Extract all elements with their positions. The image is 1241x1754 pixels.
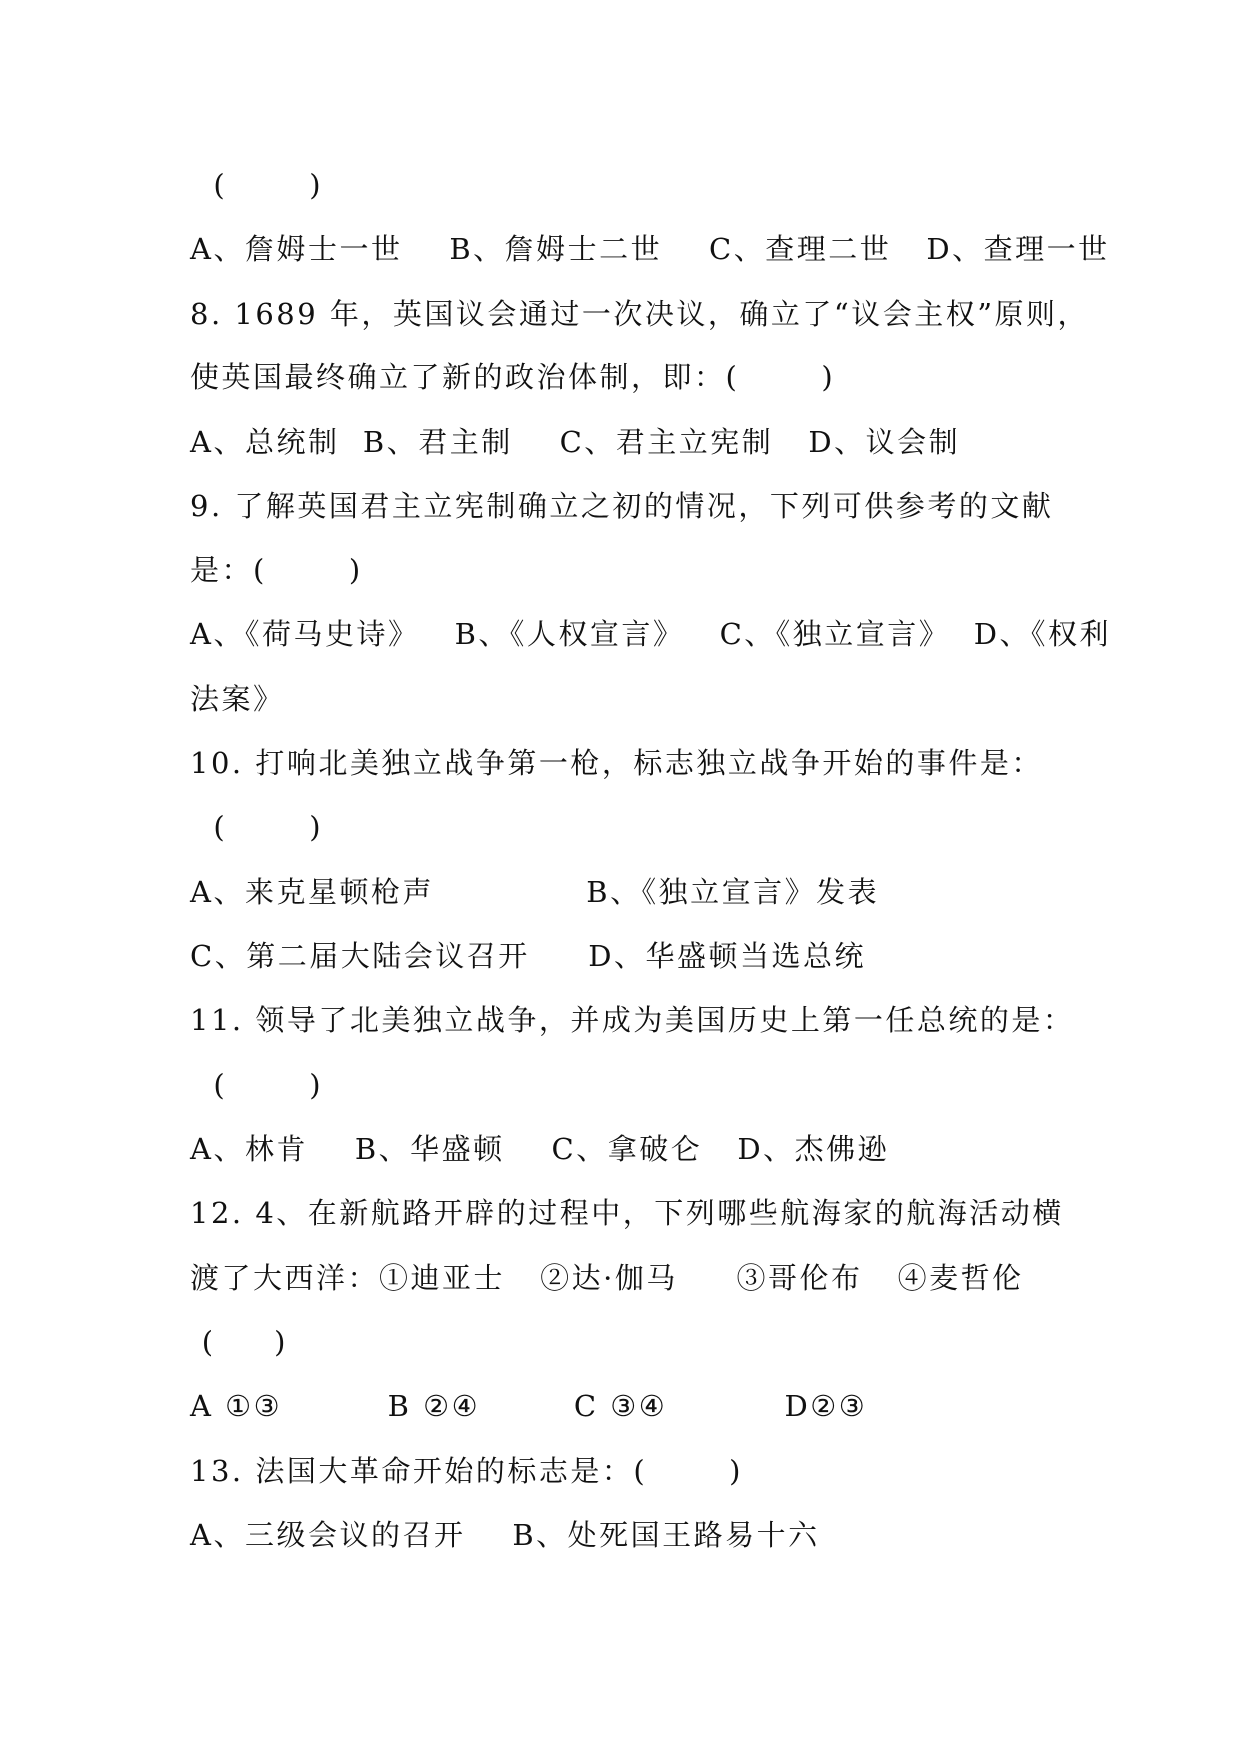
- question-8-line-1: 8. 1689 年，英国议会通过一次决议，确立了“议会主权”原则，: [190, 297, 1090, 331]
- options-q10-line-2: C、第二届大陆会议召开 D、华盛顿当选总统: [190, 939, 867, 973]
- options-q11: A、林肯 B、华盛顿 C、拿破仑 D、杰佛逊: [190, 1132, 890, 1166]
- answer-blank-q10: ( ): [190, 810, 324, 844]
- question-11: 11. 领导了北美独立战争，并成为美国历史上第一任总统的是：: [190, 1003, 1075, 1037]
- options-q13: A、三级会议的召开 B、处死国王路易十六: [190, 1518, 820, 1552]
- question-9-line-1: 9. 了解英国君主立宪制确立之初的情况，下列可供参考的文献: [190, 489, 1054, 523]
- answer-blank-q12: ( ): [190, 1325, 288, 1359]
- question-13: 13. 法国大革命开始的标志是：( ): [190, 1454, 743, 1488]
- options-q8: A、总统制 B、君主制 C、君主立宪制 D、议会制: [190, 425, 961, 459]
- options-q12: A ①③ B ②④ C ③④ D②③: [190, 1389, 868, 1423]
- options-q9-line-1: A、《荷马史诗》 B、《人权宣言》 C、《独立宣言》 D、《权利: [190, 617, 1111, 651]
- question-12-line-1: 12. 4、在新航路开辟的过程中，下列哪些航海家的航海活动横: [190, 1196, 1064, 1230]
- answer-blank-q11: ( ): [190, 1068, 324, 1102]
- options-q10-line-1: A、来克星顿枪声 B、《独立宣言》发表: [190, 875, 880, 909]
- question-10: 10. 打响北美独立战争第一枪，标志独立战争开始的事件是：: [190, 746, 1043, 780]
- options-q7: A、詹姆士一世 B、詹姆士二世 C、查理二世 D、查理一世: [190, 232, 1110, 266]
- question-8-line-2: 使英国最终确立了新的政治体制，即：( ): [190, 360, 836, 394]
- question-9-line-2: 是：( ): [190, 553, 363, 587]
- options-q9-line-2: 法案》: [190, 682, 285, 716]
- answer-blank: ( ): [190, 168, 324, 202]
- question-12-line-2: 渡了大西洋：①迪亚士 ②达·伽马 ③哥伦布 ④麦哲伦: [190, 1261, 1024, 1295]
